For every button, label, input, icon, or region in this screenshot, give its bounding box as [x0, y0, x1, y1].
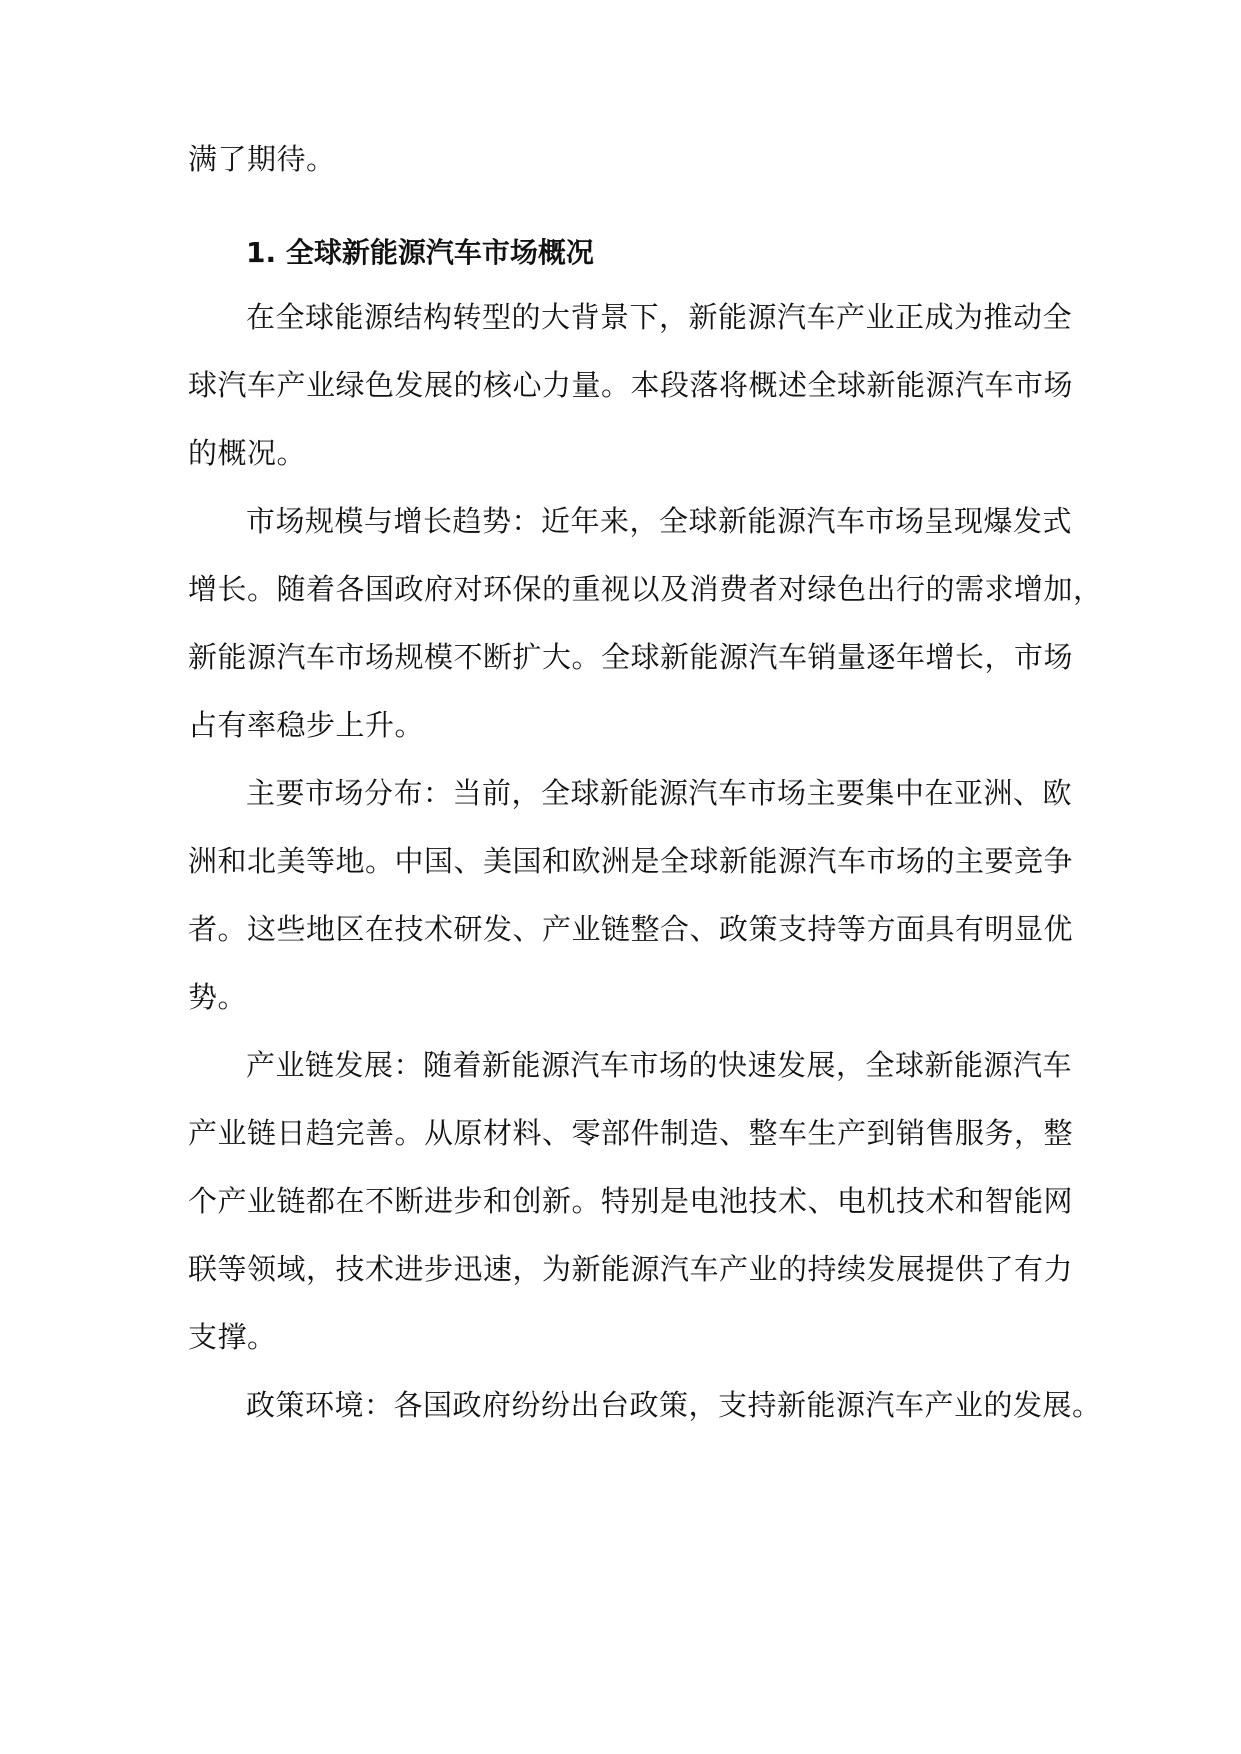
paragraph	[188, 1386, 1102, 1424]
paragraph	[188, 298, 1074, 472]
paragraph-line: 新能源汽车市场规模不断扩大。全球新能源汽车销量逐年增长，市场	[188, 640, 1074, 674]
paragraph-line: 势。	[188, 980, 248, 1014]
paragraph-line: 增长。随着各国政府对环保的重视以及消费者对绿色出行的需求增加，	[188, 572, 1103, 606]
paragraph-line: 主要市场分布：当前，全球新能源汽车市场主要集中在亚洲、欧	[246, 776, 1073, 810]
paragraph-line: 在全球能源结构转型的大背景下，新能源汽车产业正成为推动全	[246, 300, 1073, 334]
paragraph-line: 者。这些地区在技术研发、产业链整合、政策支持等方面具有明显优	[188, 912, 1074, 946]
document-body	[188, 140, 1103, 1424]
paragraph	[188, 774, 1074, 1016]
paragraph-line: 球汽车产业绿色发展的核心力量。本段落将概述全球新能源汽车市场	[188, 368, 1074, 402]
paragraph-line: 市场规模与增长趋势：近年来，全球新能源汽车市场呈现爆发式	[246, 504, 1073, 538]
intro-tail-line: 满了期待。	[188, 142, 336, 176]
paragraph	[188, 1046, 1074, 1356]
paragraph-line: 支撑。	[188, 1320, 277, 1354]
paragraph-line: 联等领域，技术进步迅速，为新能源汽车产业的持续发展提供了有力	[188, 1252, 1074, 1286]
paragraph-line: 的概况。	[188, 436, 307, 470]
section-heading: 1. 全球新能源汽车市场概况	[246, 236, 594, 269]
paragraph-line: 占有率稳步上升。	[188, 708, 425, 742]
paragraph-line: 洲和北美等地。中国、美国和欧洲是全球新能源汽车市场的主要竞争	[188, 844, 1074, 878]
paragraph-line: 政策环境：各国政府纷纷出台政策，支持新能源汽车产业的发展。	[246, 1388, 1102, 1422]
paragraph-line: 产业链发展：随着新能源汽车市场的快速发展，全球新能源汽车	[246, 1048, 1073, 1082]
paragraph	[188, 502, 1103, 744]
paragraph-line: 个产业链都在不断进步和创新。特别是电池技术、电机技术和智能网	[188, 1184, 1074, 1218]
paragraph-line: 产业链日趋完善。从原材料、零部件制造、整车生产到销售服务，整	[188, 1116, 1074, 1150]
